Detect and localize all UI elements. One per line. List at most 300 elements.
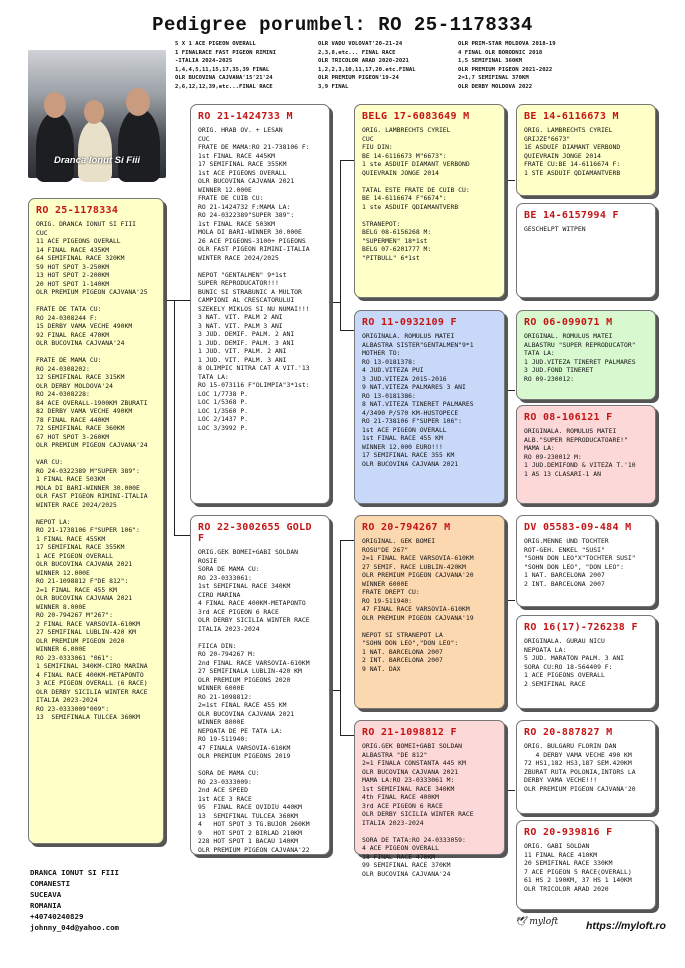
pedigree-line: ITALIA 2023-2024 bbox=[198, 624, 260, 633]
pedigree-line: OLR BUCOVINA CAJVANA 2021 bbox=[362, 459, 459, 468]
ring-number: RO 20-887827 M bbox=[524, 727, 613, 738]
achievement-line: 5 X 1 ACE PIGEON OVERALL bbox=[175, 41, 256, 47]
connector-line bbox=[340, 160, 341, 330]
pedigree-line: 15 DERBY VAMA VECHE 490KM bbox=[36, 322, 133, 330]
connector-line bbox=[164, 300, 174, 301]
pedigree-line: OLR FAST PIGEON RIMINI-ITALIA bbox=[36, 492, 148, 500]
connector-line bbox=[340, 540, 354, 541]
breeder-contact bbox=[30, 867, 119, 933]
pedigree-line: 1 NAT. BARCELONA 2007 bbox=[524, 571, 605, 579]
pedigree-line: RO 09-230012: bbox=[524, 374, 575, 383]
pedigree-line: ORIGINALA. ROMULUS MATEI bbox=[362, 332, 455, 340]
pedigree-line: FRATE DE MAMA CU: bbox=[36, 356, 102, 364]
connector-line bbox=[505, 790, 515, 791]
connector-line bbox=[340, 160, 354, 161]
pedigree-line: OLR BUCOVINA CAJVANA'24 bbox=[362, 869, 451, 878]
pedigree-line: CIRO MARINA bbox=[198, 590, 241, 599]
site-url[interactable]: https://myloft.ro bbox=[586, 920, 666, 932]
card-dam-sire bbox=[354, 515, 505, 709]
pedigree-line: 1st SEMIFINAL RACE 340KM bbox=[198, 582, 291, 590]
achievement-line: 2=1,7 SEMIFINAL 370KM bbox=[458, 75, 529, 82]
pedigree-line: OLR DERBY SICILIA WINTER RACE bbox=[36, 687, 148, 696]
pedigree-line: 3 NAT. VIT. PALM 2 ANI bbox=[198, 313, 283, 321]
achievement-line: 4 FINAL OLR BORODNIC 2018 bbox=[458, 49, 543, 56]
pedigree-line: "SUPERMEN" 18*1st bbox=[362, 236, 428, 245]
pedigree-line: OLR DERBY SICILIA WINTER RACE bbox=[362, 810, 474, 818]
pedigree-line: 1 JUD. VIT. PALM. 3 ANI bbox=[198, 355, 287, 364]
pedigree-line: ITALIA 2023-2024 bbox=[362, 818, 424, 827]
connector-line bbox=[330, 690, 340, 691]
card-sire bbox=[190, 104, 330, 504]
pedigree-line: NEPOATA LA: bbox=[524, 645, 567, 654]
pedigree-line: 1 SEMIFINAL 340KM-CIRO MARINA bbox=[36, 662, 148, 670]
pedigree-line: OLR TRICOLOR ARAD 2020 bbox=[524, 884, 609, 893]
pedigree-line: 4 JUD.VITEZA PUI bbox=[362, 366, 424, 374]
pedigree-line: MAMA LA: bbox=[524, 444, 555, 452]
card-dam-dam bbox=[354, 720, 505, 878]
pedigree-line: 1st FINAL RACE 445KM bbox=[198, 151, 275, 160]
pedigree-line: WINNER 6.000E bbox=[36, 645, 87, 653]
card-sire-dam bbox=[354, 310, 505, 504]
pedigree-line: 17 SEMIFINAL RACE 355 KM bbox=[362, 451, 455, 459]
achievements-col-3 bbox=[458, 40, 556, 92]
achievement-line: OLR TRICOLOR ARAD 2020-2021 bbox=[318, 58, 409, 65]
pedigree-line: OLR PREMIUM PIGEONS 2019 bbox=[198, 752, 291, 760]
pedigree-line: BELG 08-6156268 M: bbox=[362, 228, 432, 236]
pedigree-line bbox=[362, 177, 497, 186]
pedigree-line: 4 DERBY VAMA VECHE 490 KM bbox=[524, 750, 632, 759]
pedigree-line: SORA DE MAMA CU: bbox=[198, 565, 260, 573]
pedigree-line: 18 FINAL RACE 470KM bbox=[362, 852, 436, 861]
pedigree-line bbox=[362, 211, 497, 220]
connector-line bbox=[505, 390, 515, 391]
pedigree-line: LOC 3/3992 P. bbox=[198, 423, 249, 432]
pedigree-line: NEPOT SI STRANEPOT LA bbox=[362, 630, 443, 639]
ring-number: RO 21-1098812 F bbox=[362, 727, 457, 738]
pedigree-line: 4 FINAL RACE 400KM-METAPONTO bbox=[36, 670, 144, 679]
ring-number: BE 14-6157994 F bbox=[524, 210, 619, 221]
pedigree-line: RO 23-0333009"009": bbox=[36, 704, 110, 713]
pedigree-line: RO 21-1098812: bbox=[198, 692, 252, 701]
pedigree-line: SORA CU:RO 18-564409 F: bbox=[524, 662, 613, 671]
pedigree-line: LOC 1/7738 P. bbox=[198, 389, 249, 398]
pedigree-line: ALBASTRA "DE 812" bbox=[362, 750, 428, 759]
ring-number: RO 06-099071 M bbox=[524, 317, 613, 328]
pedigree-line: ORIGINAL. ROMULUS MATEI bbox=[524, 332, 613, 340]
photo-caption: Dranca Ionut Si Fiii bbox=[53, 155, 141, 166]
pedigree-line: FRATE DE MAMA:RO 21-738106 F: bbox=[198, 143, 310, 151]
pedigree-line: OLR PREMIUM PIGEONS 2020 bbox=[198, 675, 291, 684]
pedigree-line: TATA LA: bbox=[524, 349, 555, 357]
pedigree-line: 4/3490 P/570 KM-HUSTOPECE bbox=[362, 408, 459, 417]
pedigree-line: "SOHN DON LEO"X"TOCHTER SUSI" bbox=[524, 554, 636, 562]
pedigree-line: ORIG. GABI SOLDAN bbox=[524, 842, 590, 850]
connector-line bbox=[174, 300, 175, 535]
pedigree-line: ORIGINALA. GURAU NICU bbox=[524, 637, 605, 645]
pedigree-line: 3rd ACE PIGEON 6 RACE bbox=[362, 801, 443, 810]
pedigree-line: 7 ACE PIGEON 5 RACE(OVERALL) bbox=[524, 867, 632, 876]
pedigree-line: "PITBULL" 6*1st bbox=[362, 253, 420, 262]
pedigree-line: 27 SEMIFINALA LUBLIN-420 KM bbox=[198, 667, 302, 675]
pedigree-line: WINNER 6000E bbox=[198, 684, 245, 692]
connector-line bbox=[330, 302, 340, 303]
achievement-line: OLR DERBY MOLDOVA 2022 bbox=[458, 83, 533, 90]
pedigree-line: RO 20-794267 M"267": bbox=[36, 611, 113, 619]
card-ss-sire bbox=[516, 104, 656, 196]
pedigree-line: 1 JUD.DEMIFOND & VITEZA T.'10 bbox=[524, 461, 636, 469]
pedigree-line: ORIG.GEK BOMEI+GABI SOLDAN bbox=[198, 548, 299, 556]
pedigree-line: ROSU"DE 267" bbox=[362, 545, 409, 554]
pedigree-line: 2=1 FINAL RACE VARSOVIA-610KM bbox=[362, 554, 474, 562]
pedigree-line: 1st ACE PIGEONS OVERALL bbox=[198, 168, 287, 177]
contact-line: DRANCA IONUT SI FIII bbox=[30, 868, 119, 877]
pedigree-line: RO 24-0308244 F: bbox=[36, 313, 98, 322]
pedigree-line: BELG 07-6201777 M: bbox=[362, 245, 432, 253]
pedigree-line: TATA LA: bbox=[198, 372, 229, 381]
achievement-line: 1,4,4,5,11,15,17,35,39 FINAL bbox=[175, 66, 270, 73]
pedigree-line: OLR FAST PIGEON RIMINI-ITALIA bbox=[198, 245, 310, 253]
pedigree-line: 1 AS 13 CLASARI-1 AN bbox=[524, 469, 601, 478]
pedigree-line: VAR CU: bbox=[36, 458, 63, 466]
pedigree-line: SUPER REPRODUCATOR!!! bbox=[198, 279, 279, 287]
pedigree-line: 2 INT. BARCELONA 2007 bbox=[524, 579, 605, 588]
pedigree-line: 1 FINAL RACE 503KM bbox=[36, 475, 106, 483]
ring-number: RO 22-3002655 GOLD F bbox=[198, 522, 312, 544]
pedigree-line: RO 24-0322389 M"SUPER 389": bbox=[36, 466, 140, 475]
pedigree-line: 4th FINAL RACE 400KM bbox=[362, 793, 439, 801]
card-main-pigeon bbox=[28, 198, 164, 844]
pedigree-line: 2=1 FINALA CONSTANTA 445 KM bbox=[362, 759, 466, 767]
pedigree-line: 5 JUD. MARATON PALM. 3 ANI bbox=[524, 654, 625, 662]
pedigree-line: WINTER RACE 2024/2025 bbox=[36, 500, 117, 509]
pedigree-line: WINNER 6000E bbox=[362, 579, 409, 588]
pedigree-line bbox=[36, 348, 156, 357]
pedigree-line: 9 HOT SPOT 2 BIRLAD 210KM bbox=[198, 828, 302, 837]
ring-number: RO 21-1424733 M bbox=[198, 111, 293, 122]
pedigree-line: LOC 2/1437 P. bbox=[198, 415, 249, 423]
pedigree-line: 13 SEMIFINAL TULCEA 360KM bbox=[198, 811, 299, 820]
pedigree-line: OLR PREMIUM PIGEON CAJVANA'19 bbox=[362, 613, 474, 622]
pedigree-line: OLR PREMIUM PIGEON CAJVANA'20 bbox=[362, 571, 474, 579]
pedigree-line: "SOHN DON LEO","DON LEO": bbox=[362, 639, 459, 647]
pedigree-line: 4 ACE PIGEON OVERALL bbox=[362, 844, 439, 852]
pedigree-line: 3 ACE PIGEON OVERALL (6 RACE) bbox=[36, 679, 148, 687]
ring-number: DV 05583-09-484 M bbox=[524, 522, 632, 533]
pedigree-line: ORIG. DRANCA IONUT SI FIII bbox=[36, 220, 137, 228]
pedigree-line: 13 SEMIFINALA TULCEA 360KM bbox=[36, 713, 140, 721]
pedigree-line: RO 24-0322389"SUPER 389": bbox=[198, 211, 295, 219]
pedigree-line: ORIG.GEK BOMEI+GABI SOLDAN bbox=[362, 742, 463, 750]
achievement-line: OLR BUCOVINA CAJVANA'15'21'24 bbox=[175, 75, 273, 82]
pedigree-line: 1E ASDUIF DIAMANT VERBOND bbox=[524, 143, 621, 151]
pedigree-line: 64 SEMIFINAL RACE 320KM bbox=[36, 254, 125, 262]
pedigree-line: SORA DE TATA:RO 24-0333059: bbox=[362, 835, 466, 844]
pedigree-line: 92 FINAL RACE 470KM bbox=[36, 330, 110, 339]
pedigree-line: 20 HOT SPOT 1-140KM bbox=[36, 279, 110, 288]
card-sd-dam bbox=[516, 405, 656, 504]
pedigree-line: FRATE DREPT CU: bbox=[362, 588, 420, 596]
ring-number: RO 25-1178334 bbox=[36, 205, 119, 216]
pedigree-line: 1st ACE 3 RACE bbox=[198, 794, 252, 803]
contact-line: johnny_04d@yahoo.com bbox=[30, 923, 119, 932]
ring-number: RO 16(17)-726238 F bbox=[524, 622, 638, 633]
pedigree-line bbox=[36, 509, 156, 518]
achievement-line: 2,3,8,etc... FINAL RACE bbox=[318, 49, 396, 56]
pedigree-line: 2=1st FINAL RACE 455 KM bbox=[198, 701, 287, 709]
pedigree-line: ROSIE bbox=[198, 556, 218, 565]
pedigree-line: 12 SEMIFINAL RACE 315KM bbox=[36, 373, 125, 381]
achievements-col-1 bbox=[175, 40, 276, 92]
page-title: Pedigree porumbel: RO 25-1178334 bbox=[152, 14, 533, 36]
pedigree-line: GESCHELPT WITPEN bbox=[524, 225, 586, 233]
pedigree-line: 9 NAT. DAX bbox=[362, 664, 401, 673]
pedigree-line: NEPOT LA: bbox=[36, 517, 71, 526]
pedigree-line bbox=[362, 622, 497, 631]
pedigree-line: 3 JUD.VITEZA 2015-2016 bbox=[362, 374, 447, 383]
pedigree-line: FRATE DE TATA CU: bbox=[36, 305, 102, 313]
pedigree-line: 1st ACE PIGEON OVERALL bbox=[362, 425, 447, 434]
pedigree-line bbox=[36, 297, 156, 306]
pedigree-line: ITALIA 2023-2024 bbox=[36, 696, 98, 704]
pedigree-line: BE 14-6116673 M"6673": bbox=[362, 151, 447, 160]
pedigree-line: 3 JUD. DEMIF. PALM. 2 ANI bbox=[198, 330, 295, 338]
pedigree-line: MOLA DI BARI-WINNER 30.000E bbox=[198, 228, 302, 236]
pedigree-line: "SOHN DON LEO", "DON LEO": bbox=[524, 562, 625, 571]
pedigree-line: ORIG. BULGARU FLORIN DAN bbox=[524, 742, 617, 750]
achievement-line: OLR VADU VOLOVAT'20-21-24 bbox=[318, 41, 403, 47]
ring-number: RO 08-106121 F bbox=[524, 412, 613, 423]
pedigree-line bbox=[198, 262, 322, 271]
pedigree-line: 11 ACE PIGEONS OVERALL bbox=[36, 237, 121, 245]
pedigree-line: 20 SEMIFINAL RACE 330KM bbox=[524, 859, 613, 867]
achievement-line: 3,9 FINAL bbox=[318, 83, 349, 90]
pedigree-line: RO 13-0181386: bbox=[362, 391, 416, 400]
pedigree-line: 1 JUD. DEMIF. PALM. 3 ANI bbox=[198, 338, 295, 347]
ring-number: BE 14-6116673 M bbox=[524, 111, 619, 122]
pedigree-line: OLR DERBY MOLDOVA'24 bbox=[36, 381, 113, 390]
contact-line: ROMANIA bbox=[30, 901, 62, 910]
pedigree-line: QUIEVRAIN JONGE 2014 bbox=[524, 151, 601, 160]
ring-number: RO 20-794267 M bbox=[362, 522, 451, 533]
pedigree-line: MAMA LA:RO 23-0333061 M: bbox=[362, 776, 455, 784]
ring-number: BELG 17-6083649 M bbox=[362, 111, 470, 122]
pedigree-line: WINNER 8000E bbox=[198, 718, 245, 726]
pedigree-line: OLR BUCOVINA CAJVANA 2021 bbox=[362, 767, 459, 776]
pedigree-line: LOC 1/5368 P. bbox=[198, 398, 249, 406]
pedigree-line: QUIEVRAIN JONGE 2014 bbox=[362, 168, 439, 177]
achievement-line: OLR PRIM-STAR MOLDOVA 2018-19 bbox=[458, 41, 556, 47]
pedigree-line: OLR DERBY SICILIA WINTER RACE bbox=[198, 616, 310, 624]
pedigree-line: RO 23-0333009: bbox=[198, 777, 252, 786]
pedigree-line: 1 NAT. BARCELONA 2007 bbox=[362, 647, 443, 656]
pedigree-line: 47 FINAL RACE VARSOVIA-610KM bbox=[362, 605, 470, 613]
breeder-photo bbox=[28, 50, 166, 178]
achievement-line: 2,6,12,12,39,etc...FINAL RACE bbox=[175, 83, 273, 90]
pedigree-line: CUC bbox=[362, 134, 374, 143]
connector-line bbox=[340, 540, 341, 735]
pedigree-line: DERBY VAMA VECHE!!! bbox=[524, 776, 598, 784]
achievement-line: -ITALIA 2024-2025 bbox=[175, 58, 233, 65]
pedigree-line: GRIJZE"6673" bbox=[524, 134, 571, 143]
achievement-line: 1 FINALRACE FAST PIGEON RIMINI bbox=[175, 49, 277, 56]
pedigree-line: OLR PREMIUM PIGEON 2020 bbox=[36, 636, 125, 645]
pedigree-line: OLR BUCOVINA CAJVANA 2021 bbox=[198, 177, 295, 185]
pedigree-line: RO 15-073116 F"OLIMPIA"3*1st: bbox=[198, 381, 310, 389]
pedigree-line: 1 JUD. VIT. PALM. 2 ANI bbox=[198, 347, 287, 355]
card-ds-dam bbox=[516, 615, 656, 709]
pedigree-line: 47 FINALA VARSOVIA-610KM bbox=[198, 743, 291, 752]
pedigree-line: RO 13-0181378: bbox=[362, 357, 416, 366]
achievements-col-2 bbox=[318, 40, 416, 92]
card-dd-dam bbox=[516, 820, 656, 910]
pedigree-line: 13 HOT SPOT 2-200KM bbox=[36, 271, 110, 279]
pedigree-line: 4 FINAL RACE 400KM-METAPONTO bbox=[198, 599, 306, 607]
pedigree-line: WINTER RACE 2024/2025 bbox=[198, 253, 279, 262]
pedigree-line: ALB."SUPER REPRODUCATOARE!" bbox=[524, 435, 628, 444]
pedigree-line: 11 FINAL RACE 410KM bbox=[524, 850, 598, 859]
pedigree-line: NEPOATA DE PE TATA LA: bbox=[198, 726, 283, 735]
pedigree-line: RO 21-1098812 F"DE 812": bbox=[36, 577, 129, 585]
logo-text: myloft bbox=[529, 917, 559, 927]
pedigree-line bbox=[198, 761, 322, 770]
pedigree-line: 1 STE ASDUIF QDIAMANTVERB bbox=[524, 168, 621, 177]
pedigree-line: 14 FINAL RACE 435KM bbox=[36, 245, 110, 254]
pedigree-line: ORIGINAL. GEK BOMEI bbox=[362, 537, 436, 545]
card-dd-sire bbox=[516, 720, 656, 814]
pedigree-line: OLR BUCOVINA CAJVANA 2021 bbox=[36, 560, 133, 568]
pedigree-line: ROT-GEH. ENKEL "SUSI" bbox=[524, 545, 605, 554]
pedigree-line: 3 JUD.FOND TINERET bbox=[524, 366, 594, 374]
pedigree-line: 27 SEMIFINAL LUBLIN-420 KM bbox=[36, 628, 137, 636]
pedigree-line: ZBURAT RUTA POLONIA,INTORS LA bbox=[524, 767, 636, 776]
pedigree-line: 1 ACE PIGEONS OVERALL bbox=[524, 671, 605, 679]
pedigree-line: 26 ACE PIGEONS-3100+ PIGEONS bbox=[198, 236, 306, 245]
pedigree-line: 1 FINAL RACE 455KM bbox=[36, 534, 106, 543]
pedigree-line: 1 ste ASDUIF QDIAMANTVERB bbox=[362, 202, 459, 211]
pedigree-line: 82 DERBY VAMA VECHE 490KM bbox=[36, 407, 133, 415]
pedigree-line: ALBASTRU "SUPER REPRODUCATOR" bbox=[524, 340, 636, 349]
pedigree-line: 99 SEMIFINAL RACE 370KM bbox=[362, 861, 451, 869]
achievement-line: OLR PREMIUM PIGEON 2021-2022 bbox=[458, 66, 553, 73]
pedigree-line: 2 FINAL RACE VARSOVIA-610KM bbox=[36, 619, 140, 628]
pedigree-line: 72 SEMIFINAL RACE 360KM bbox=[36, 424, 125, 432]
connector-line bbox=[174, 535, 190, 536]
pedigree-line: 1 ste ASDUIF DIAMANT VERBOND bbox=[362, 160, 470, 168]
pedigree-line: 2nd FINAL RACE VARSOVIA-610KM bbox=[198, 658, 310, 667]
ring-number: RO 11-0932109 F bbox=[362, 317, 457, 328]
pedigree-line: 8 OLIMPIC NITRA CAT A VIT.'13 bbox=[198, 364, 310, 372]
pedigree-line: SZEKELY MIKLOS SI NU NUMAI!!! bbox=[198, 304, 310, 313]
achievement-line: OLR PREMIUM PIGEON'19-24 bbox=[318, 75, 399, 82]
pedigree-line: 27 SEMIF. RACE LUBLIN-420KM bbox=[362, 562, 466, 571]
pedigree-line: FRATE CU:BE 14-6116674 F: bbox=[524, 160, 621, 168]
pedigree-line: RO 09-230012 M: bbox=[524, 452, 582, 461]
pedigree-line: TATAL ESTE FRATE DE CUIB CU: bbox=[362, 185, 470, 194]
pedigree-line: 61 HS 2 190KM, 37 HS 1 140KM bbox=[524, 876, 632, 884]
pedigree-line: CUC bbox=[198, 134, 210, 143]
pedigree-line: 2=1 FINAL RACE 455 KM bbox=[36, 585, 117, 594]
pedigree-line: 4 HOT SPOT 3 TG.BUJOR 260KM bbox=[198, 820, 310, 828]
ring-number: RO 20-939816 F bbox=[524, 827, 613, 838]
connector-line bbox=[340, 330, 354, 331]
pedigree-line: MOTHER TO: bbox=[362, 349, 401, 357]
pedigree-line: RO 19-511940: bbox=[362, 596, 413, 605]
pedigree-line: 67 HOT SPOT 3-260KM bbox=[36, 432, 110, 441]
pedigree-line bbox=[198, 633, 322, 642]
pedigree-line: OLR PREMIUM PIGEON CAJVANA'20 bbox=[524, 784, 636, 793]
pedigree-line: WINNER 8.000E bbox=[36, 602, 87, 611]
pedigree-line: 8 NAT.VITEZA TINERET PALMARES bbox=[362, 400, 474, 408]
pedigree-line: OLR BUCOVINA CAJVANA'24 bbox=[36, 339, 125, 347]
pedigree-line: 228 HOT SPOT 1 BACAU 140KM bbox=[198, 837, 299, 845]
connector-line bbox=[505, 600, 515, 601]
pedigree-line: RO 21-738106 F"SUPER 106": bbox=[362, 417, 463, 425]
pedigree-line: OLR PREMIUM PIGEON CAJVANA'22 bbox=[198, 845, 310, 854]
pedigree-line: 17 SEMIFINAL RACE 355KM bbox=[36, 543, 125, 551]
pedigree-line: 3rd ACE PIGEON 6 RACE bbox=[198, 607, 279, 616]
card-sd-sire bbox=[516, 310, 656, 400]
pedigree-line: 72 HS1,182 HS3,187 SEM.420KM bbox=[524, 759, 632, 767]
pedigree-line: FRATE DE CUIB CU: bbox=[198, 194, 264, 202]
pedigree-line: 78 FINAL RACE 440KM bbox=[36, 415, 110, 424]
achievement-line: 1,2,2,3,10,11,17,20.etc.FINAL bbox=[318, 66, 416, 73]
pedigree-line bbox=[36, 450, 156, 459]
card-sire-sire bbox=[354, 104, 505, 298]
pedigree-line: BE 14-6116674 F"6674": bbox=[362, 194, 447, 202]
contact-line: SUCEAVA bbox=[30, 890, 62, 899]
pedigree-line: BUNIC SI STRABUNIC A MULTOR bbox=[198, 287, 302, 296]
pedigree-line: 9 NAT.VITEZA PALMARES 3 ANI bbox=[362, 383, 466, 391]
pedigree-line: 59 HOT SPOT 3-250KM bbox=[36, 262, 110, 271]
pedigree-line: RO 21-1424732 F:MAMA LA: bbox=[198, 202, 291, 211]
pedigree-line: OLR BUCOVINA CAJVANA 2021 bbox=[36, 594, 133, 602]
pedigree-line: MOLA DI BARI-WINNER 30.000E bbox=[36, 483, 140, 492]
pedigree-line: NEPOT "GENTALMEN" 9*1st bbox=[198, 270, 287, 279]
pedigree-line: 2 INT. BARCELONA 2007 bbox=[362, 656, 443, 664]
pedigree-line: 2 SEMIFINAL RACE bbox=[524, 679, 586, 688]
pedigree-line: 3 NAT. VIT. PALM 3 ANI bbox=[198, 321, 283, 330]
pedigree-line: 1 JUD.VITEZA TINERET PALMARES bbox=[524, 357, 636, 366]
pedigree-line: 2nd ACE SPEED bbox=[198, 786, 249, 794]
pedigree-line bbox=[362, 827, 497, 836]
pedigree-line: OLR PREMIUM PIGEON CAJVANA'24 bbox=[36, 441, 148, 449]
pedigree-line: RO 24-0308228: bbox=[36, 390, 90, 398]
pedigree-line: CAMPIONI AL CRESCATORULUI bbox=[198, 296, 295, 304]
pedigree-line: ORIG.MENNE UND TOCHTER bbox=[524, 537, 609, 545]
card-ss-dam bbox=[516, 203, 656, 298]
pedigree-line: LOC 1/3560 P. bbox=[198, 406, 249, 415]
pedigree-line: 1 ACE PIGEON OVERALL bbox=[36, 551, 113, 560]
pedigree-line: 1st FINAL RACE 455 KM bbox=[362, 434, 443, 442]
connector-line bbox=[505, 180, 515, 181]
pedigree-line: WINNER 12.000E bbox=[36, 568, 90, 577]
pedigree-line: 95 FINAL RACE OVIDIU 440KM bbox=[198, 803, 302, 811]
pedigree-line: ALBASTRA SISTER"GENTALMEN"9*1 bbox=[362, 340, 474, 349]
contact-line: +40740240829 bbox=[30, 912, 84, 921]
pedigree-line: OLR BUCOVINA CAJVANA 2021 bbox=[198, 709, 295, 718]
pedigree-line: ORIGINALA. ROMULUS MATEI bbox=[524, 427, 617, 435]
pedigree-line: 1st FINAL RACE 503KM bbox=[198, 219, 275, 228]
contact-line: COMANESTI bbox=[30, 879, 71, 888]
pedigree-line: RO 23-0333061: bbox=[198, 573, 252, 582]
pedigree-line: 17 SEMIFINAL RACE 355KM bbox=[198, 160, 287, 168]
pedigree-line: ORIG. LAMBRECHTS CYRIEL bbox=[524, 126, 613, 134]
pedigree-line: 1st SEMIFINAL RACE 340KM bbox=[362, 784, 455, 793]
pedigree-line: RO 24-0308202: bbox=[36, 364, 90, 373]
achievement-line: 1,5 SEMIFINAL 360KM bbox=[458, 58, 522, 65]
pedigree-line: RO 20-794267 M: bbox=[198, 650, 256, 658]
pedigree-line: ORIG. LAMBRECHTS CYRIEL bbox=[362, 126, 451, 134]
